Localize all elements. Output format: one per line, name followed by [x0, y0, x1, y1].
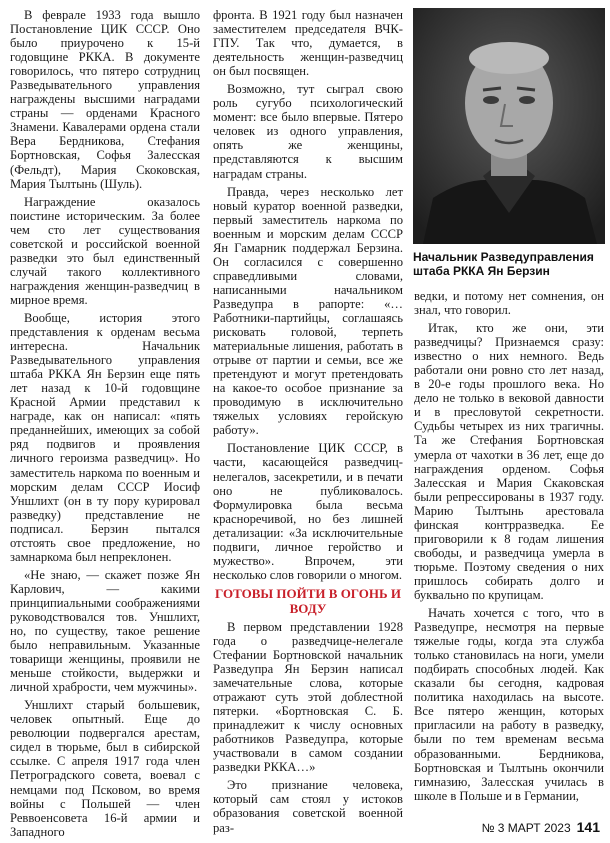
- column-1: [10, 8, 200, 843]
- page-number: 141: [576, 819, 600, 835]
- paragraph: Вообще, история этого представления к орденам весьма интересна. Начальник Разведывательного управления штаба РККА Ян Берзин еще пять лет назад к 10-й годовщине Красной Армии представил к награде, как он написал: «пять преданнейших, имеющих за собой ряд подвигов и проявления личного героизма разведчиц». Но заместитель наркома по военным и морским делам СССР Иосиф Уншлихт (он в ту пору курировал разведку) представление не подписал. Берзин пытался отстоять свое предложение, но замнаркома был непреклонен.: [10, 310, 200, 564]
- paragraph: Награждение оказалось поистине историческим. За более чем сто лет существования советской и российской военной разведки это был единственный случай такого коллективного награждения женщин-разведчиц в мирное время.: [10, 194, 200, 307]
- column-2: [213, 8, 403, 839]
- paragraph: Правда, через несколько лет новый куратор военной разведки, первый заместитель наркома по военным и морским делам СССР Ян Гамарник поддержал Берзина. Он согласился с совершенно справедливыми словами, написанными начальником Разведупра в рапорте: «…Работники-партийцы, соглашаясь рисковать головой, терпеть материальные лишения, работать в отрыве от партии и семьи, все же претендуют и могут претендовать на какое-то особое признание за проводимую в исключительно тяжелых условиях геройскую работу».: [213, 184, 403, 438]
- issue-label: № 3 МАРТ 2023: [481, 821, 571, 835]
- portrait-photo: [413, 8, 605, 244]
- column-3: [414, 289, 604, 807]
- paragraph: В первом представлении 1928 года о разведчице-нелегале Стефании Бортновской начальник Разведупра Ян Берзин написал замечательные слова, которые отражают суть этой доблестной пятерки. «Бортновская С. Б. принадлежит к числу основных работников Разведупра, которые участвовали в самом создании разведки РККА…»: [213, 619, 403, 775]
- paragraph: ведки, и потому нет сомнения, он знал, что говорил.: [414, 289, 604, 318]
- paragraph: Уншлихт старый большевик, человек опытный. Еще до революции подвергался арестам, сидел в тюрьме, был в сибирской ссылке. С апреля 1917 года член Петроградского совета, воевал с немцами под Псковом, во время войны с Польшей — член Реввоенсовета 16-й армии и Западного: [10, 698, 200, 839]
- paragraph: Начать хочется с того, что в Разведупре, несмотря на первые тяжелые годы, когда эта служба только становилась на ноги, умели подбирать способных людей. Как сказали бы сегодня, кадровая политика находилась на высоте. Все пятеро женщин, которых пригласили на работу в разведку, были по тем временам весьма образованными. Бердникова, Бортновская и Тылтынь окончили гимназию, Залесская училась в школе в Польше и в Германии,: [414, 606, 604, 803]
- paragraph: «Не знаю, — скажет позже Ян Карлович, — какими принципиальными соображениями руководствовался тов. Уншлихт, но, по существу, такое решение было неправильным. Указанные товарищи женщины, проявили не меньше стойкости, выдержки и личной храбрости, чем мужчины».: [10, 567, 200, 695]
- paragraph: Это признание человека, который сам стоял у истоков образования советской военной раз-: [213, 778, 403, 835]
- paragraph: В феврале 1933 года вышло Постановление ЦИК СССР. Оно было приурочено к 15-й годовщине РККА. В документе говорилось, что пятеро сотрудниц Разведывательного управления награждены высшими наградами страны — орденами Красного Знамени. Кавалерами ордена стали Вера Бердникова, Стефания Бортновская, Софья Залесская (Фельдт), Мария Скоковская, Мария Тылтынь (Шуль).: [10, 8, 200, 191]
- paragraph: Постановление ЦИК СССР, в части, касающейся разведчиц-нелегалов, засекретили, и в печати оно не публиковалось. Формулировка была весьма красноречивой, но без лишней детализации: «За исключительные подвиги, личное геройство и мужество». Впрочем, эти несколько слов говорили о многом.: [213, 441, 403, 582]
- section-heading: ГОТОВЫ ПОЙТИ В ОГОНЬ И ВОДУ: [215, 585, 401, 616]
- portrait-illustration: [413, 8, 605, 244]
- photo-caption: Начальник Разведуправления штаба РККА Ян Берзин: [413, 250, 594, 278]
- paragraph: Возможно, тут сыграл свою роль сугубо психологический момент: все было впервые. Пятеро человек из одного управления, опять же женщины, представляются к высшим наградам страны.: [213, 82, 403, 181]
- page-footer: [482, 819, 600, 835]
- paragraph: Итак, кто же они, эти разведчицы? Признаемся сразу: известно о них немного. Ведь работали они ровно сто лет назад, в 20-е годы прошлого века. Но дело не только в вековой давности и в пресловутой секретности. Судьбы четырех из них трагичны. Та же Стефания Бортновская умерла от чахотки в 36 лет, еще до награждения орденом. Софья Залесская и Мария Скаковская были репрессированы в 1937 году. Марию Тылтынь арестовала финская контрразведка. Ее приговорили к 8 годам лишения свободы, и разведчица умерла в тюрьме. Поэтому сведения о них пришлось собирать долго и буквально по крупицам.: [414, 321, 604, 602]
- paragraph: фронта. В 1921 году был назначен заместителем председателя ВЧК-ГПУ. Так что, думается, в деятельность женщин-разведчиц он был посвящен.: [213, 8, 403, 79]
